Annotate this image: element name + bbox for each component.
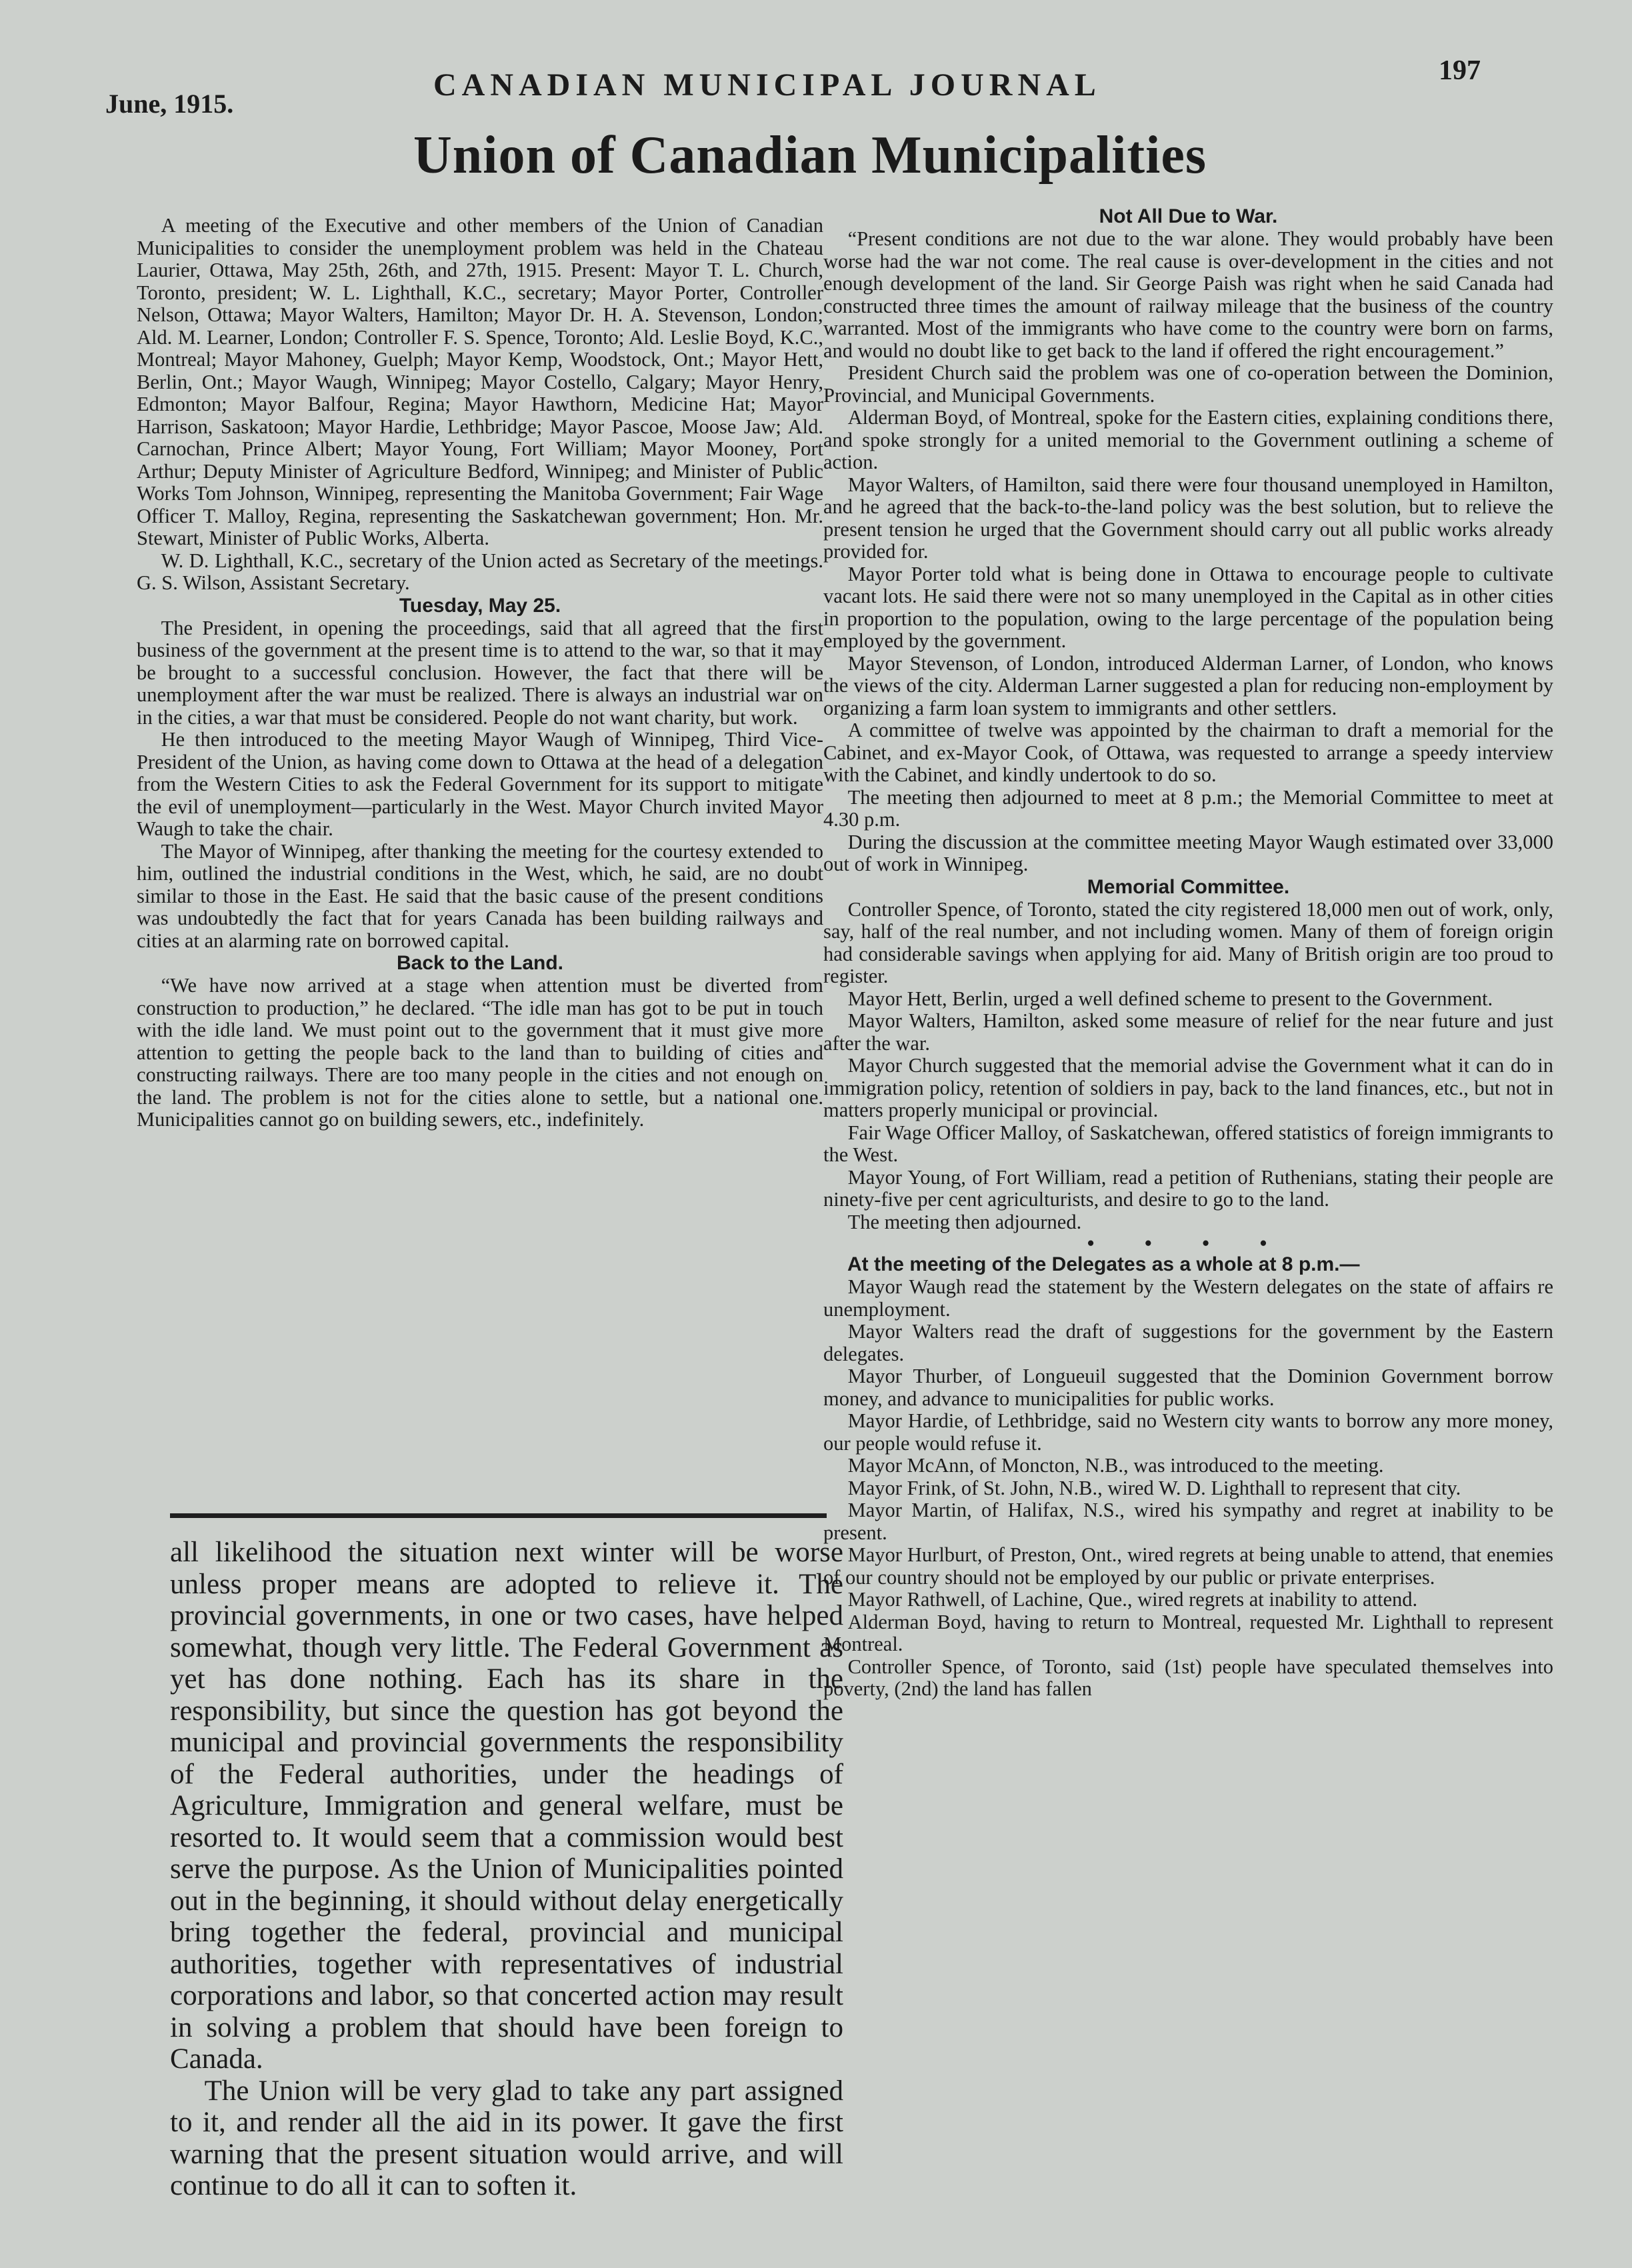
paragraph: President Church said the problem was one of co-operation between the Dominion, Provincial, and Municipal Governments. — [823, 361, 1553, 407]
paragraph: “We have now arrived at a stage when attention must be diverted from construction to production,” he declared. “The idle man has got to be put in touch with the idle land. We must point out to the government that it must give more attention to getting the people back to the land than to building of cities and constructing railways. There are too many people in the cities and not enough on the land. The problem is not for the cities alone to settle, but a national one. Municipalities cannot go on building sewers, etc., indefinitely. — [137, 974, 823, 1131]
section-heading: Memorial Committee. — [1087, 875, 1290, 898]
paragraph: Mayor Stevenson, of London, introduced Alderman Larner, of London, who knows the views of the city. Alderman Larner suggested a plan for reducing non-employment by organizing a farm loan system to immigrants and other settlers. — [823, 651, 1553, 719]
paragraph: all likelihood the situation next winter will be worse unless proper means are adopted to relieve it. The provincial governments, in one or two cases, have helped somewhat, though very little. The Federal Government as yet has done nothing. Each has its share in the responsibility, but since the question has got beyond the municipal and provincial governments the responsibility of the Federal authorities, under the headings of Agriculture, Immigration and general welfare, must be resorted to. It would seem that a commission would best serve the purpose. As the Union of Municipalities pointed out in the beginning, it should without delay energetically bring together the federal, provincial and municipal authorities, together with representatives of industrial corporations and labor, so that concerted action may result in solving a problem that should have been foreign to Canada. — [170, 1537, 843, 2075]
paragraph: He then introduced to the meeting Mayor Waugh of Winnipeg, Third Vice-President of the Union, as having come down to Ottawa at the head of a delegation from the Western Cities to ask the Federal Government for its support to mitigate the evil of unemployment—particularly in the West. Mayor Church invited Mayor Waugh to take the chair. — [137, 728, 823, 840]
paragraph: Controller Spence, of Toronto, stated the city registered 18,000 men out of work, only, say, half of the real number, and not including women. Many of them of foreign origin had considerable savings when applying for aid. Many of British origin are too proud to register. — [823, 897, 1553, 987]
left-bottom-column — [170, 1537, 843, 2202]
paragraph: Mayor Walters read the draft of suggestions for the government by the Eastern delegates. — [823, 1320, 1553, 1365]
section-heading: Tuesday, May 25. — [399, 594, 561, 617]
paragraph: Mayor Rathwell, of Lachine, Que., wired regrets at inability to attend. — [847, 1588, 1418, 1611]
section-heading: At the meeting of the Delegates as a whole at 8 p.m.— — [847, 1253, 1360, 1275]
paragraph: Mayor Walters, Hamilton, asked some measure of relief for the near future and just after the war. — [823, 1009, 1553, 1055]
paragraph: Mayor Hardie, of Lethbridge, said no Western city wants to borrow any more money, our people would refuse it. — [823, 1409, 1553, 1455]
paragraph: Mayor Walters, of Hamilton, said there were four thousand unemployed in Hamilton, and he agreed that the back-to-the-land policy was the best solution, but to relieve the present tension he urged that the Government should carry out all public works already provided for. — [823, 473, 1553, 563]
paragraph: Fair Wage Officer Malloy, of Saskatchewan, offered statistics of foreign immigrants to the West. — [823, 1121, 1553, 1166]
section-heading: Not All Due to War. — [1099, 205, 1278, 227]
paragraph: The Union will be very glad to take any part assigned to it, and render all the aid in its power. It gave the first warning that the present situation would arrive, and will continue to do all it can to soften it. — [170, 2075, 843, 2201]
paragraph: Alderman Boyd, of Montreal, spoke for the Eastern cities, explaining conditions there, and spoke strongly for a united memorial to the Government outlining a scheme of action. — [823, 406, 1553, 473]
issue-date: June, 1915. — [105, 89, 234, 119]
section-heading: Back to the Land. — [396, 952, 564, 974]
paragraph: Mayor Hurlburt, of Preston, Ont., wired regrets at being unable to attend, that enemies of our country should not be employed by our public or private enterprises. — [823, 1543, 1553, 1589]
paragraph: “Present conditions are not due to the war alone. They would probably have been worse had the war not come. The real cause is over-development in the cities and not enough development of the land. Sir George Paish was right when he said Canada had constructed three times the amount of railway mileage that the business of the country warranted. Most of the immigrants who have come to the country were born on farms, and would no doubt like to get back to the land if offered the right encouragement.” — [823, 227, 1553, 362]
page-number: 197 — [1439, 55, 1481, 86]
paragraph: During the discussion at the committee meeting Mayor Waugh estimated over 33,000 out of work in Winnipeg. — [823, 830, 1553, 875]
article-title: Union of Canadian Municipalities — [413, 126, 1207, 185]
section-separator-dots: • • • • — [1087, 1232, 1290, 1255]
paragraph: Mayor Young, of Fort William, read a petition of Ruthenians, stating their people are ninety-five per cent agriculturists, and desire to go to the land. — [823, 1165, 1553, 1211]
paragraph: Mayor Hett, Berlin, urged a well defined scheme to present to the Government. — [847, 987, 1493, 1010]
paragraph: Mayor Porter told what is being done in Ottawa to encourage people to cultivate vacant lots. He said there were not so many unemployed in the Capital as in other cities in proportion to the population, owing to the large percentage of the population being employed by the government. — [823, 562, 1553, 652]
paragraph: Mayor Frink, of St. John, N.B., wired W. D. Lighthall to represent that city. — [847, 1476, 1461, 1499]
paragraph: Alderman Boyd, having to return to Montreal, requested Mr. Lighthall to represent Montreal. — [823, 1610, 1553, 1655]
paragraph: W. D. Lighthall, K.C., secretary of the Union acted as Secretary of the meetings. G. S. Wilson, Assistant Secretary. — [137, 549, 823, 594]
paragraph: The Mayor of Winnipeg, after thanking the meeting for the courtesy extended to him, outlined the industrial conditions in the West, which, he said, are no doubt similar to those in the East. He said that the basic cause of the present conditions was undoubtedly the fact that for years Canada has been building railways and cities at an alarming rate on borrowed capital. — [137, 839, 823, 952]
column-divider-rule — [170, 1513, 827, 1518]
paragraph: A meeting of the Executive and other members of the Union of Canadian Municipalities to consider the unemployment problem was held in the Chateau Laurier, Ottawa, May 25th, 26th, and 27th, 1915. Present: Mayor T. L. Church, Toronto, president; W. L. Lighthall, K.C., secretary; Mayor Porter, Controller Nelson, Ottawa; Mayor Walters, Hamilton; Mayor Dr. H. A. Stevenson, London; Ald. M. Learner, London; Controller F. S. Spence, Toronto; Ald. Leslie Boyd, K.C., Montreal; Mayor Mahoney, Guelph; Mayor Kemp, Woodstock, Ont.; Mayor Hett, Berlin, Ont.; Mayor Waugh, Winnipeg; Mayor Costello, Calgary; Mayor Henry, Edmonton; Mayor Balfour, Regina; Mayor Hawthorn, Medicine Hat; Mayor Harrison, Saskatoon; Mayor Hardie, Lethbridge; Mayor Pascoe, Moose Jaw; Ald. Carnochan, Prince Albert; Mayor Young, Fort William; Mayor Mooney, Port Arthur; Deputy Minister of Agriculture Bedford, Winnipeg; and Minister of Public Works Tom Johnson, Winnipeg, representing the Manitoba Government; Fair Wage Officer T. Malloy, Regina, representing the Saskatchewan government; Hon. Mr. Stewart, Minister of Public Works, Alberta. — [137, 214, 823, 549]
paragraph: Mayor Waugh read the statement by the Western delegates on the state of affairs re unemployment. — [823, 1275, 1553, 1321]
paragraph: The meeting then adjourned to meet at 8 p.m.; the Memorial Committee to meet at 4.30 p.m. — [823, 785, 1553, 831]
paragraph: Mayor McAnn, of Moncton, N.B., was introduced to the meeting. — [847, 1454, 1384, 1477]
paragraph: A committee of twelve was appointed by the chairman to draft a memorial for the Cabinet, and ex-Mayor Cook, of Ottawa, was requested to arrange a speedy interview with the Cabinet, and kindly undertook to do so. — [823, 719, 1553, 786]
paragraph: Mayor Martin, of Halifax, N.S., wired his sympathy and regret at inability to be present. — [823, 1499, 1553, 1544]
right-column — [823, 205, 1553, 1701]
paragraph: The meeting then adjourned. — [847, 1210, 1082, 1233]
journal-name: CANADIAN MUNICIPAL JOURNAL — [433, 67, 1101, 103]
paragraph: Controller Spence, of Toronto, said (1st) people have speculated themselves into poverty, (2nd) the land has fallen — [823, 1655, 1553, 1700]
left-column — [137, 215, 823, 1131]
paragraph: Mayor Thurber, of Longueuil suggested that the Dominion Government borrow money, and advance to municipalities for public works. — [823, 1365, 1553, 1410]
paragraph: The President, in opening the proceedings, said that all agreed that the first business of the government at the present time is to attend to the war, so that it may be brought to a successful conclusion. However, the fact that there will be unemployment after the war must be realized. There is always an industrial war on in the cities, a war that must be considered. People do not want charity, but work. — [137, 616, 823, 729]
paragraph: Mayor Church suggested that the memorial advise the Government what it can do in immigration policy, retention of soldiers in pay, back to the land finances, etc., but not in matters properly municipal or provincial. — [823, 1054, 1553, 1121]
